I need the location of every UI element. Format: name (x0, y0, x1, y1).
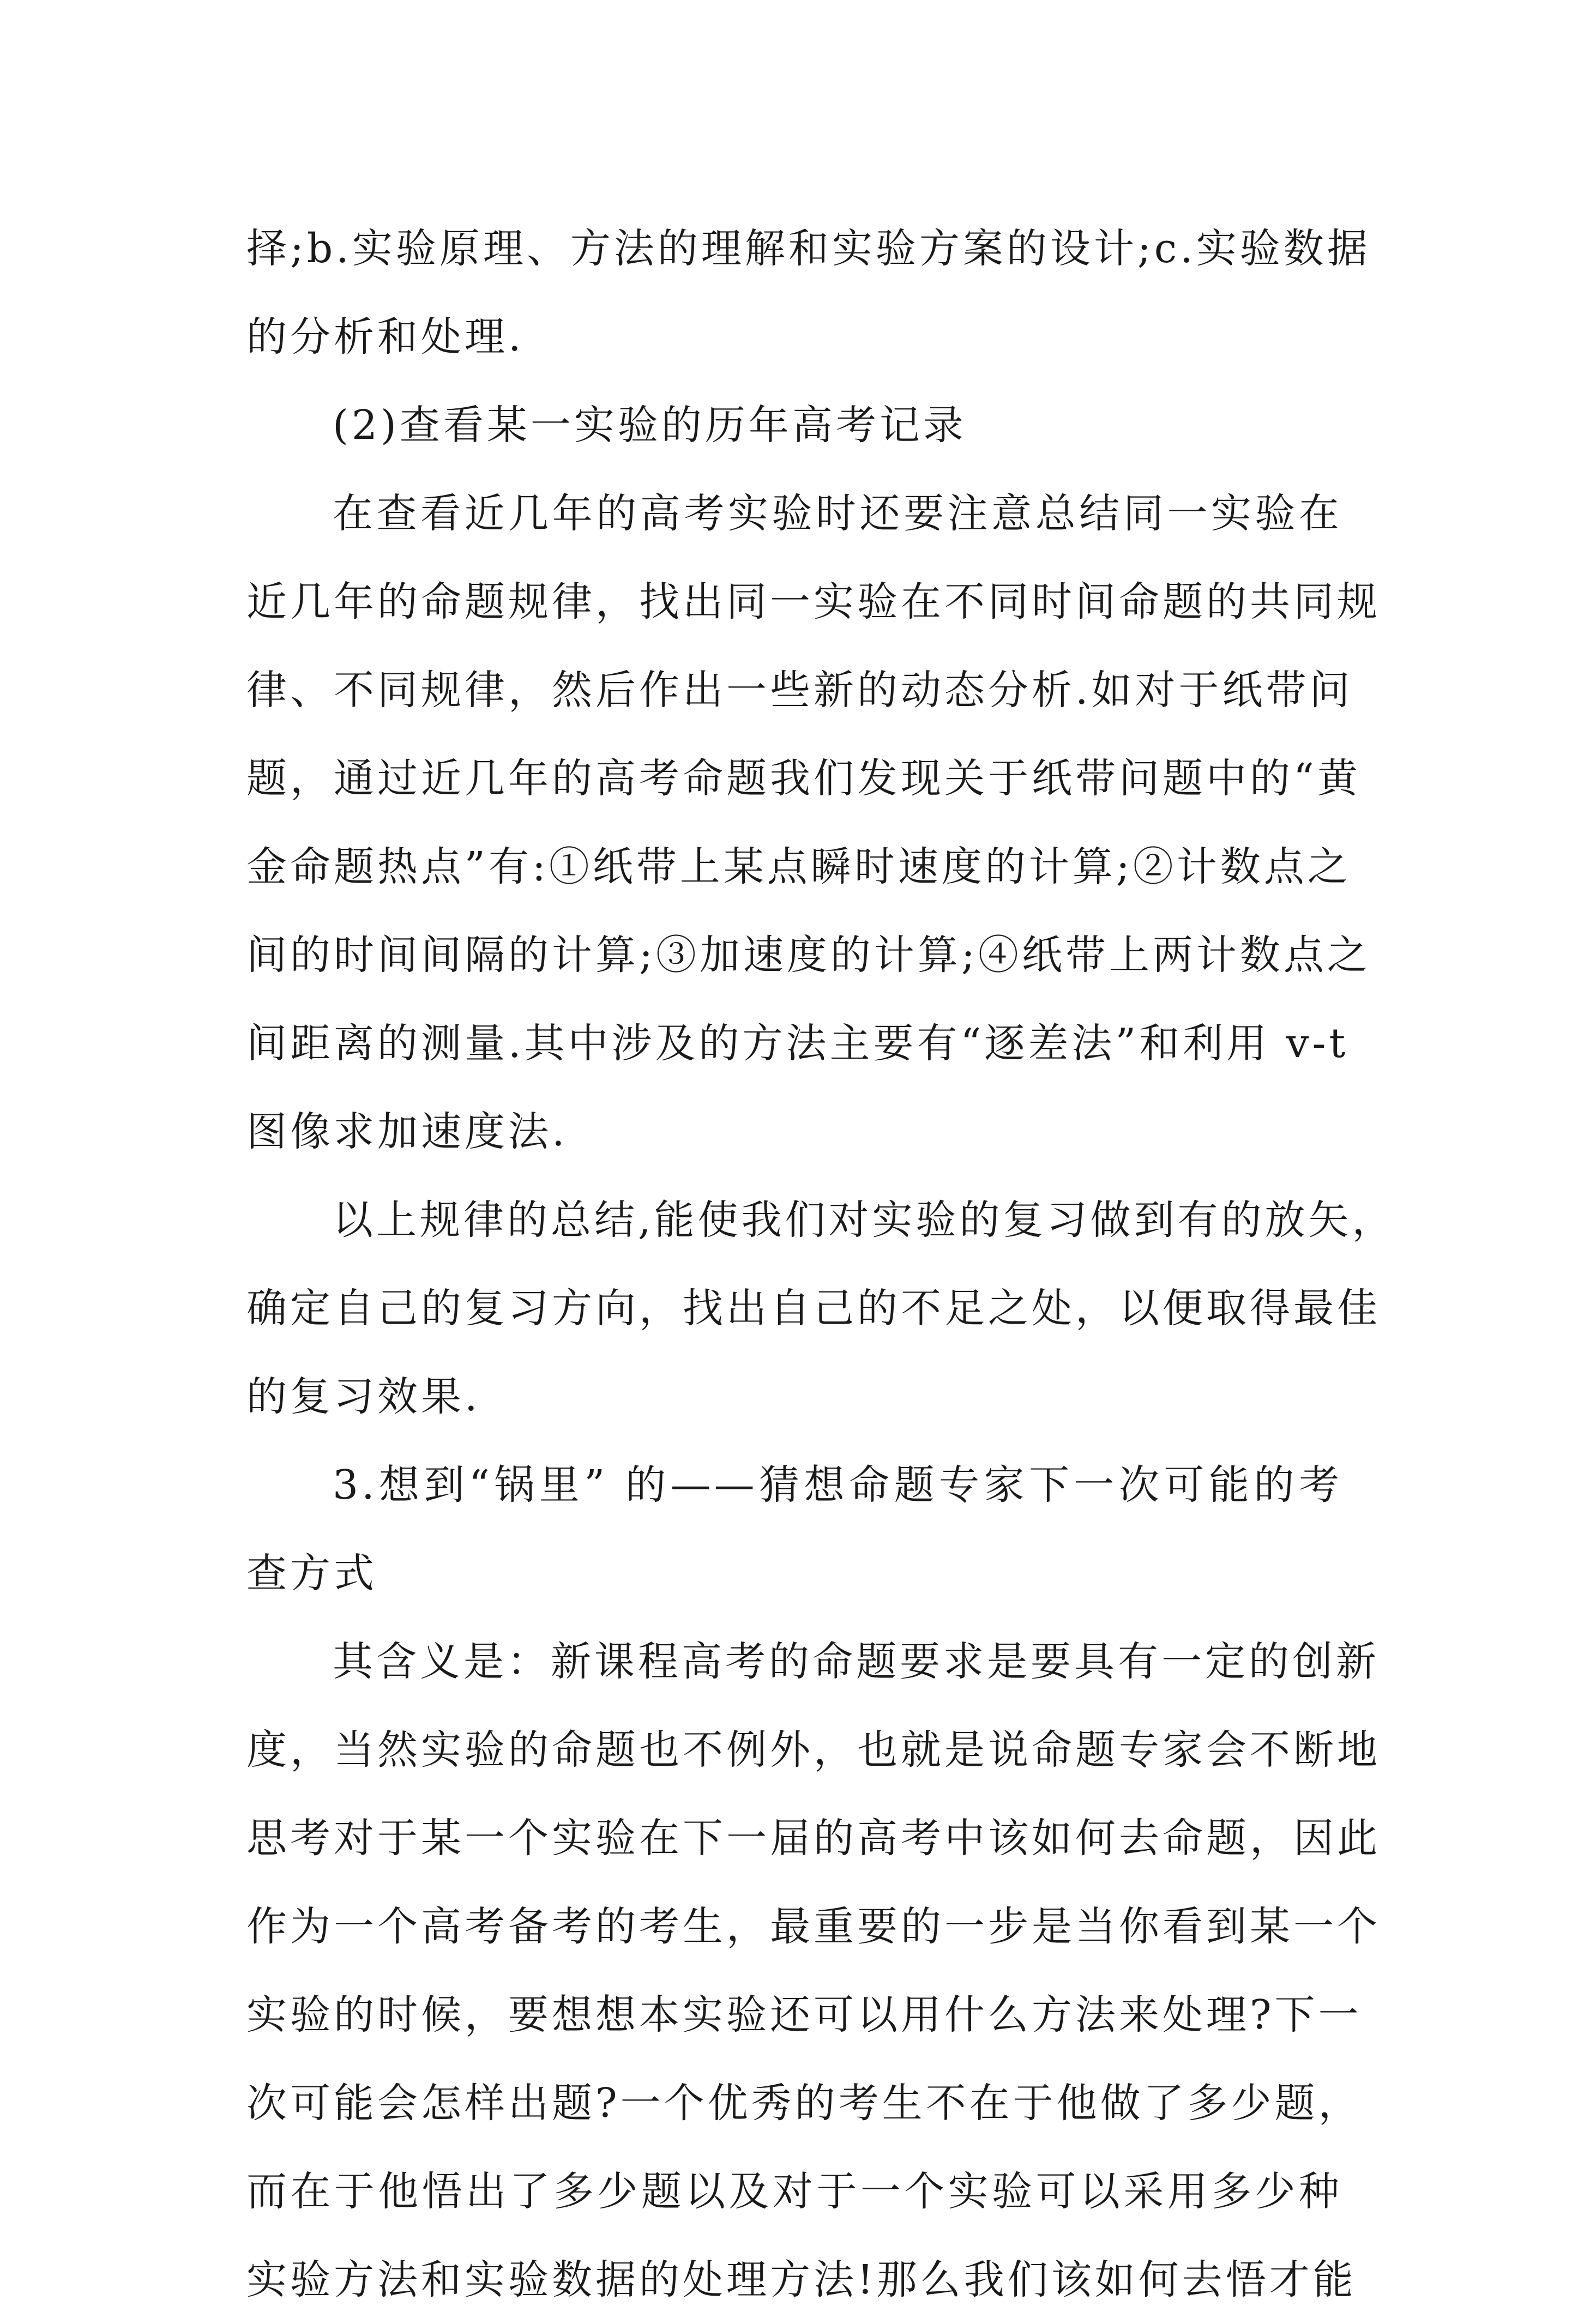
text-line: 实验方法和实验数据的处理方法!那么我们该如何去悟才能 (246, 2256, 1357, 2303)
text-line: 而在于他悟出了多少题以及对于一个实验可以采用多少种 (246, 2168, 1342, 2215)
text-line: 择;b.实验原理、方法的理解和实验方案的设计;c.实验数据 (246, 225, 1371, 272)
section-heading: 查方式 (246, 1550, 377, 1597)
text-line: 思考对于某一个实验在下一届的高考中该如何去命题，因此 (246, 1815, 1381, 1862)
text-line: 间距离的测量.其中涉及的方法主要有“逐差法”和利用 v-t (246, 1020, 1349, 1067)
text-line: 确定自己的复习方向，找出自己的不足之处，以便取得最佳 (246, 1285, 1381, 1332)
text-line: 律、不同规律，然后作出一些新的动态分析.如对于纸带问 (246, 667, 1353, 714)
text-line: 间的时间间隔的计算;③加速度的计算;④纸带上两计数点之 (246, 932, 1371, 979)
document-page (246, 204, 1396, 2324)
text-line: 图像求加速度法. (246, 1108, 568, 1155)
section-heading: 3.想到“锅里” 的——猜想命题专家下一次可能的考 (333, 1462, 1342, 1508)
text-line: 近几年的命题规律，找出同一实验在不同时间命题的共同规 (246, 578, 1381, 625)
text-line: 实验的时候，要想想本实验还可以用什么方法来处理?下一 (246, 1991, 1362, 2038)
section-subheading: (2)查看某一实验的历年高考记录 (333, 402, 967, 449)
text-line: 的分析和处理. (246, 313, 525, 360)
text-line: 度，当然实验的命题也不例外，也就是说命题专家会不断地 (246, 1727, 1381, 1773)
text-line: 作为一个高考备考的考生，最重要的一步是当你看到某一个 (246, 1903, 1381, 1950)
text-line: 在查看近几年的高考实验时还要注意总结同一实验在 (333, 490, 1342, 537)
text-line: 题，通过近几年的高考命题我们发现关于纸带问题中的“黄 (246, 755, 1361, 802)
text-line: 的复习效果. (246, 1373, 481, 1420)
text-line: 其含义是：新课程高考的命题要求是要具有一定的创新 (333, 1638, 1380, 1685)
text-line: 次可能会怎样出题?一个优秀的考生不在于他做了多少题， (246, 2080, 1362, 2127)
text-line: 金命题热点”有:①纸带上某点瞬时速度的计算;②计数点之 (246, 843, 1351, 890)
text-line: 以上规律的总结,能使我们对实验的复习做到有的放矢， (333, 1197, 1396, 1244)
